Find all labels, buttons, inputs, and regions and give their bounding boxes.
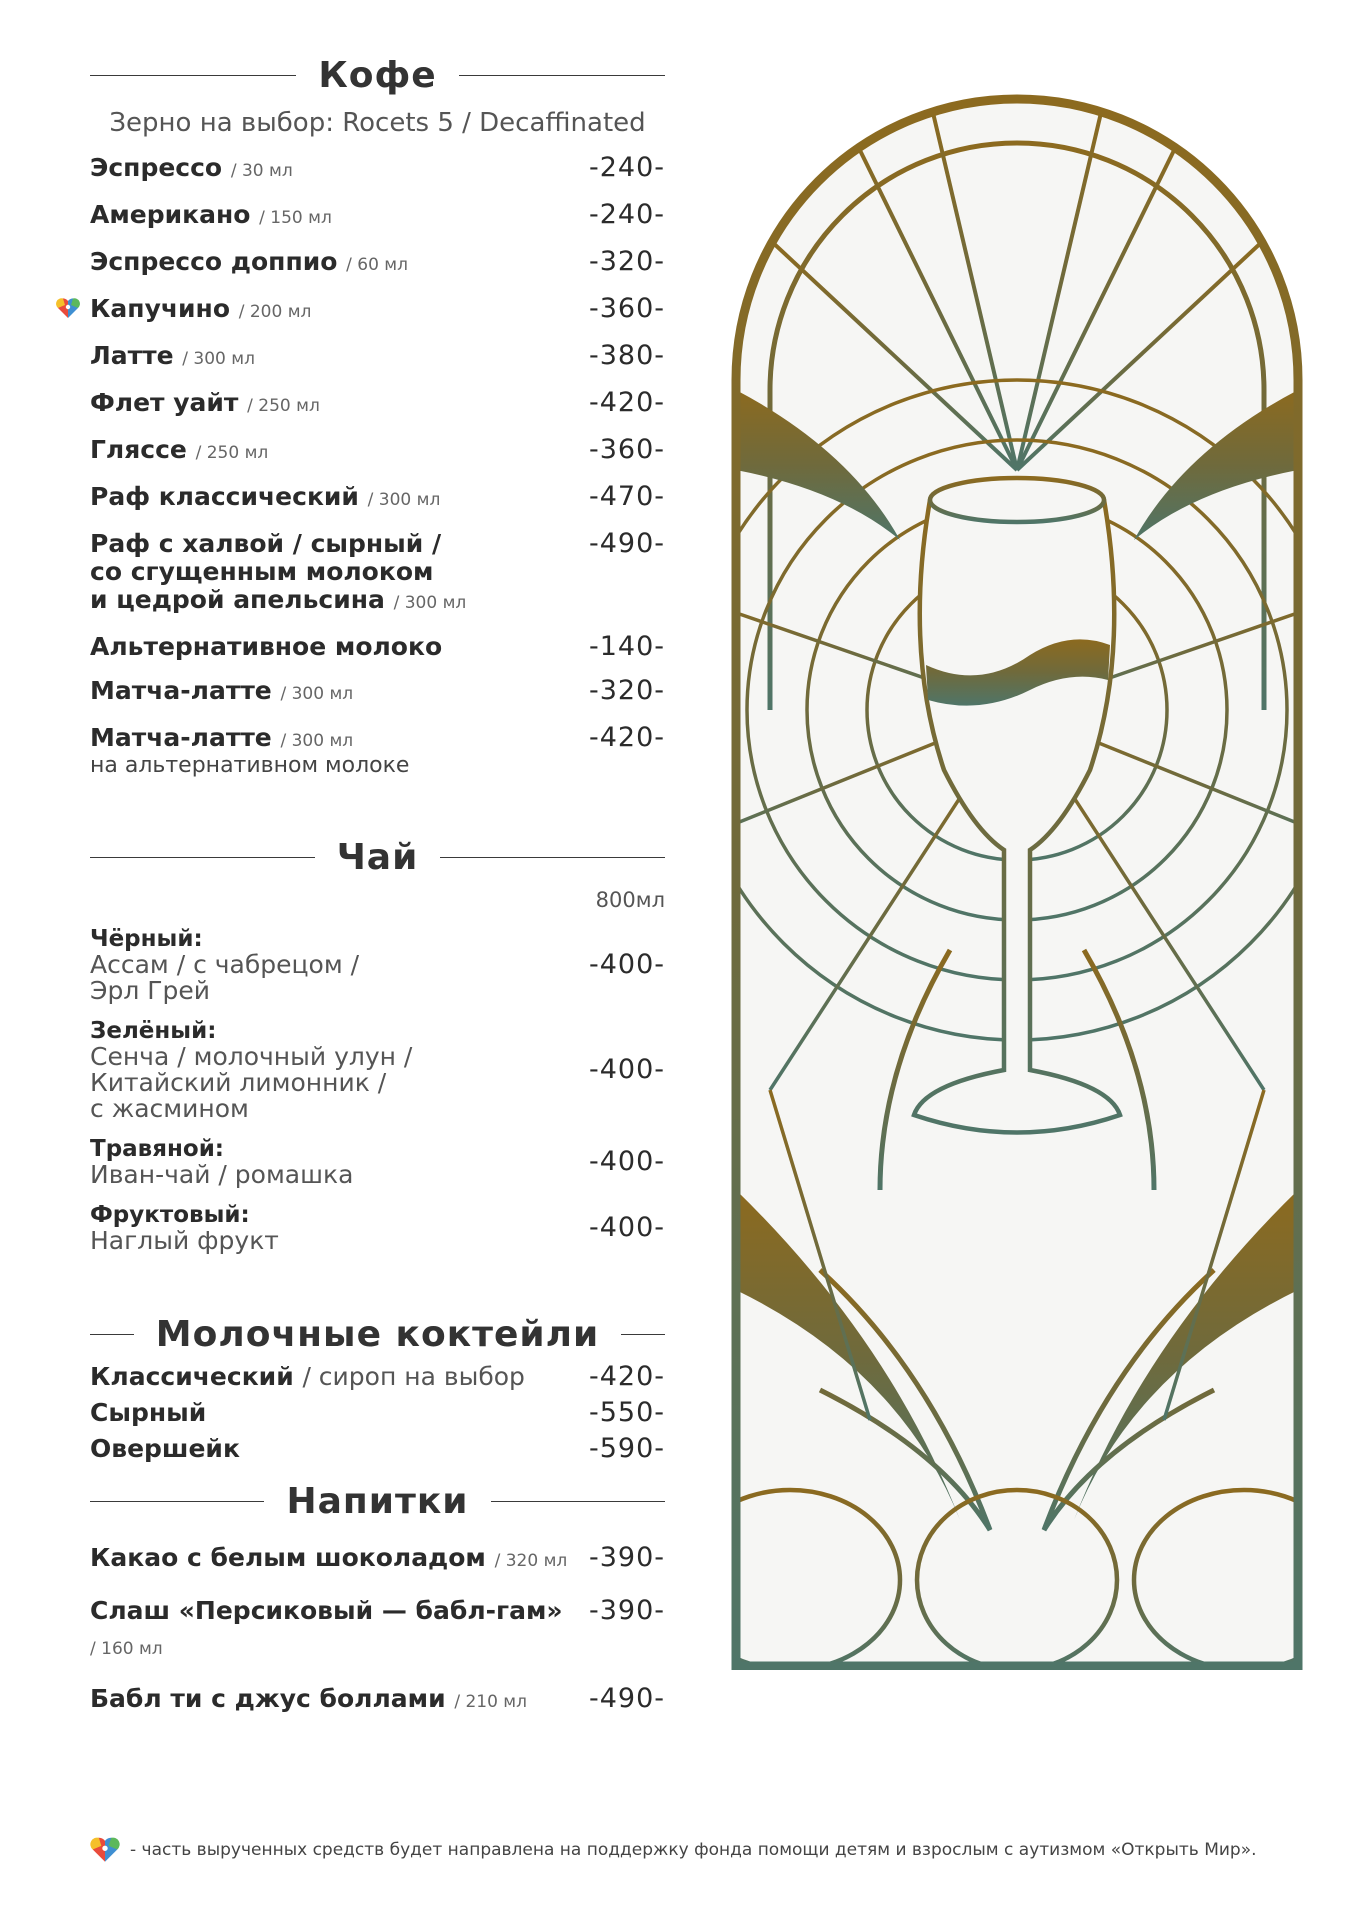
tea-section: [90, 837, 665, 1254]
divider: [90, 1334, 134, 1336]
section-title: Напитки: [286, 1481, 469, 1522]
menu-item: [90, 389, 665, 420]
item-name: Матча-латте: [90, 723, 272, 752]
coffee-section: [90, 55, 665, 777]
heart-puzzle-icon: [56, 297, 80, 319]
section-title: Молочные коктейли: [155, 1314, 600, 1355]
menu-item: [90, 483, 665, 514]
menu-item: [90, 201, 665, 232]
item-volume: / 320 мл: [494, 1551, 568, 1571]
item-name-line: Раф с халвой / сырный /: [90, 529, 442, 558]
item-desc: Сенча / молочный улун /: [90, 1042, 413, 1071]
charity-footer: [90, 1836, 1310, 1863]
item-volume: / 300 мл: [182, 349, 255, 369]
item-name: Эспрессо доппио: [90, 247, 338, 276]
menu-item: [90, 926, 665, 1004]
item-volume: / 30 мл: [230, 161, 293, 181]
item-name: Бабл ти с джус боллами: [90, 1684, 446, 1713]
item-extra: / сироп на выбор: [302, 1362, 525, 1391]
charity-note: - часть вырученных средств будет направлена на поддержку фонда помощи детям и взрослым с аутизмом «Открыть Мир».: [130, 1839, 1257, 1860]
menu-item: [90, 1399, 665, 1427]
item-volume: / 300 мл: [393, 593, 467, 613]
item-name: Матча-латте: [90, 676, 272, 705]
item-price: -360-: [588, 293, 665, 324]
item-price: -590-: [588, 1433, 665, 1464]
menu-item: [90, 1018, 665, 1122]
item-price: -140-: [588, 631, 665, 662]
item-price: -320-: [588, 675, 665, 706]
item-price: -320-: [588, 246, 665, 277]
milkshakes-section: [90, 1314, 665, 1463]
divider: [440, 857, 665, 859]
item-desc: Китайский лимонник /: [90, 1068, 387, 1097]
item-price: -420-: [588, 1361, 665, 1392]
menu-item: [90, 295, 665, 326]
menu-item: [90, 248, 665, 279]
section-title: Чай: [336, 837, 419, 878]
item-name-line: и цедрой апельсина: [90, 585, 385, 614]
item-price: -400-: [588, 1054, 665, 1085]
item-volume: / 150 мл: [259, 208, 332, 228]
menu-item: [90, 1363, 665, 1391]
menu-item: [90, 1597, 665, 1663]
item-name: Капучино: [90, 294, 231, 323]
item-desc: Ассам / с чабрецом /: [90, 950, 360, 979]
menu-item: [90, 342, 665, 373]
item-volume: / 200 мл: [238, 302, 312, 322]
item-price: -400-: [588, 1146, 665, 1177]
tea-header: [90, 837, 665, 878]
drinks-header: [90, 1481, 665, 1522]
item-name: Классический: [90, 1362, 294, 1391]
item-name: Латте: [90, 341, 174, 370]
item-name: Слаш «Персиковый — бабл-гам»: [90, 1596, 563, 1625]
coffee-header: [90, 55, 665, 96]
menu-item: [90, 633, 665, 661]
item-desc: Эрл Грей: [90, 976, 210, 1005]
menu-item: [90, 530, 665, 617]
item-price: -470-: [588, 481, 665, 512]
item-price: -490-: [588, 1683, 665, 1714]
menu-item: [90, 1685, 665, 1716]
menu-item: [90, 436, 665, 467]
divider: [90, 1501, 264, 1503]
item-name: Раф классический: [90, 482, 359, 511]
item-desc: Наглый фрукт: [90, 1226, 279, 1255]
tea-volume-label: 800мл: [595, 888, 665, 912]
menu-item: [90, 677, 665, 708]
item-name: Овершейк: [90, 1434, 240, 1463]
item-name: Флет уайт: [90, 388, 239, 417]
item-price: -240-: [588, 199, 665, 230]
item-price: -240-: [588, 152, 665, 183]
item-name: Американо: [90, 200, 251, 229]
item-volume: / 250 мл: [247, 396, 320, 416]
divider: [90, 75, 296, 77]
item-name: Фруктовый:: [90, 1202, 250, 1228]
item-volume: / 300 мл: [280, 684, 354, 704]
item-price: -420-: [588, 387, 665, 418]
stained-glass-illustration: [730, 90, 1304, 1670]
item-price: -550-: [588, 1397, 665, 1428]
menu-item: [90, 724, 665, 777]
item-price: -360-: [588, 434, 665, 465]
item-name: Чёрный:: [90, 926, 203, 952]
item-name: Травяной:: [90, 1136, 225, 1162]
divider: [621, 1334, 665, 1336]
item-volume: / 60 мл: [346, 255, 408, 275]
item-price: -380-: [588, 340, 665, 371]
item-volume: / 160 мл: [90, 1639, 163, 1659]
milkshakes-header: [90, 1314, 665, 1355]
menu-item: [90, 154, 665, 185]
divider: [90, 857, 315, 859]
item-desc: с жасмином: [90, 1094, 249, 1123]
divider: [459, 75, 665, 77]
divider: [491, 1501, 665, 1503]
item-price: -390-: [588, 1542, 665, 1573]
item-name: Какао с белым шоколадом: [90, 1543, 486, 1572]
item-name: Эспрессо: [90, 153, 223, 182]
item-price: -420-: [588, 722, 665, 753]
item-volume: / 300 мл: [280, 731, 354, 751]
item-subtext: на альтернативном молоке: [90, 753, 410, 778]
item-price: -400-: [588, 1212, 665, 1243]
heart-puzzle-icon: [90, 1836, 120, 1863]
item-name: Зелёный:: [90, 1018, 217, 1044]
menu-column: [90, 55, 665, 1716]
menu-item: [90, 1435, 665, 1463]
menu-item: [90, 1136, 665, 1188]
item-price: -390-: [588, 1595, 665, 1626]
item-price: -490-: [588, 528, 665, 559]
item-price: -400-: [588, 949, 665, 980]
drinks-section: [90, 1481, 665, 1716]
item-name-line: со сгущенным молоком: [90, 557, 434, 586]
section-title: Кофе: [318, 55, 437, 96]
item-desc: Иван-чай / ромашка: [90, 1160, 354, 1189]
menu-item: [90, 1202, 665, 1254]
item-volume: / 250 мл: [195, 443, 269, 463]
bean-choice-note: Зерно на выбор: Rocets 5 / Decaffinated: [109, 108, 646, 138]
item-name: Альтернативное молоко: [90, 632, 443, 661]
item-volume: / 210 мл: [454, 1692, 527, 1712]
item-volume: / 300 мл: [367, 490, 441, 510]
item-name: Глясcе: [90, 435, 187, 464]
menu-item: [90, 1544, 665, 1575]
item-name: Сырный: [90, 1398, 207, 1427]
